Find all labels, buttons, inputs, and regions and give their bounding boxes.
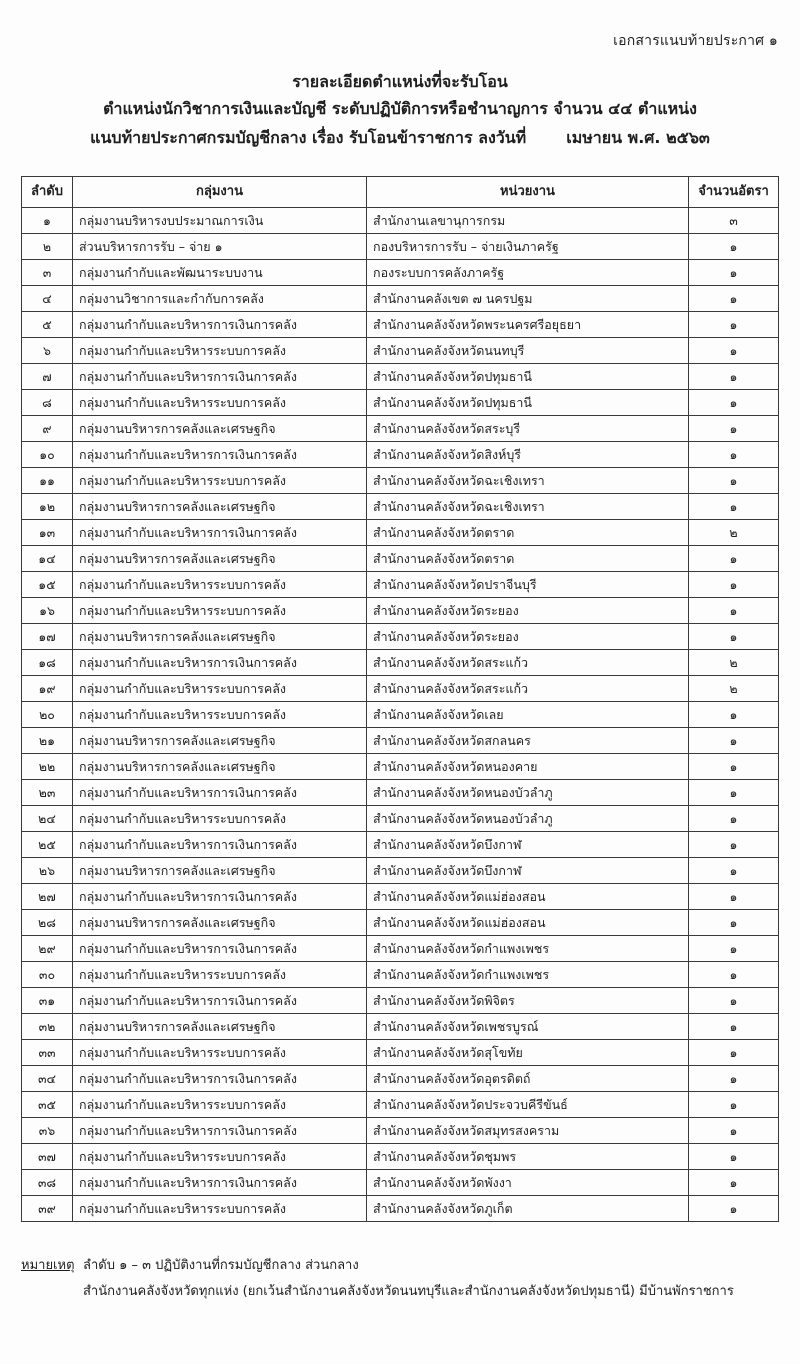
cell-unit: สำนักงานคลังจังหวัดแม่ฮ่องสอน xyxy=(367,910,689,936)
cell-no: ๗ xyxy=(22,364,73,390)
cell-count: ๑ xyxy=(689,1196,779,1222)
cell-unit: สำนักงานคลังจังหวัดนนทบุรี xyxy=(367,338,689,364)
cell-unit: สำนักงานคลังเขต ๗ นครปฐม xyxy=(367,286,689,312)
cell-unit: สำนักงานคลังจังหวัดสระบุรี xyxy=(367,416,689,442)
cell-unit: สำนักงานคลังจังหวัดพิจิตร xyxy=(367,988,689,1014)
table-header-row xyxy=(22,177,779,208)
cell-unit: สำนักงานคลังจังหวัดสุโขทัย xyxy=(367,1040,689,1066)
cell-no: ๑๗ xyxy=(22,624,73,650)
table-row xyxy=(22,728,779,754)
table-row xyxy=(22,442,779,468)
cell-unit: สำนักงานคลังจังหวัดระยอง xyxy=(367,598,689,624)
cell-count: ๒ xyxy=(689,520,779,546)
footnote-text-1: ลำดับ ๑ – ๓ ปฏิบัติงานที่กรมบัญชีกลาง ส่วนกลาง xyxy=(83,1258,359,1273)
table-row xyxy=(22,936,779,962)
cell-count: ๑ xyxy=(689,572,779,598)
announcement-date: เมษายน พ.ศ. ๒๕๖๓ xyxy=(566,128,710,147)
cell-group: กลุ่มงานบริหารการคลังและเศรษฐกิจ xyxy=(73,754,367,780)
cell-group: กลุ่มงานบริหารการคลังและเศรษฐกิจ xyxy=(73,1014,367,1040)
cell-count: ๑ xyxy=(689,364,779,390)
header-group: กลุ่มงาน xyxy=(73,177,367,208)
cell-no: ๑๔ xyxy=(22,546,73,572)
cell-unit: สำนักงานคลังจังหวัดสกลนคร xyxy=(367,728,689,754)
table-row xyxy=(22,598,779,624)
table-row xyxy=(22,286,779,312)
cell-group: กลุ่มงานกำกับและบริหารการเงินการคลัง xyxy=(73,650,367,676)
cell-no: ๔ xyxy=(22,286,73,312)
document-reference: เอกสารแนบท้ายประกาศ ๑ xyxy=(613,33,778,49)
table-row xyxy=(22,520,779,546)
cell-count: ๑ xyxy=(689,1118,779,1144)
cell-count: ๑ xyxy=(689,338,779,364)
cell-count: ๑ xyxy=(689,1014,779,1040)
cell-group: กลุ่มงานกำกับและบริหารการเงินการคลัง xyxy=(73,1066,367,1092)
table-row xyxy=(22,1014,779,1040)
cell-unit: สำนักงานคลังจังหวัดแม่ฮ่องสอน xyxy=(367,884,689,910)
cell-count: ๑ xyxy=(689,728,779,754)
cell-group: กลุ่มงานกำกับและบริหารระบบการคลัง xyxy=(73,468,367,494)
cell-group: กลุ่มงานกำกับและบริหารการเงินการคลัง xyxy=(73,988,367,1014)
cell-count: ๑ xyxy=(689,598,779,624)
cell-unit: สำนักงานคลังจังหวัดสระแก้ว xyxy=(367,650,689,676)
table-row xyxy=(22,650,779,676)
cell-group: กลุ่มงานกำกับและบริหารการเงินการคลัง xyxy=(73,936,367,962)
cell-group: กลุ่มงานกำกับและบริหารการเงินการคลัง xyxy=(73,364,367,390)
cell-unit: สำนักงานคลังจังหวัดสิงห์บุรี xyxy=(367,442,689,468)
cell-group: กลุ่มงานกำกับและบริหารการเงินการคลัง xyxy=(73,884,367,910)
cell-unit: สำนักงานคลังจังหวัดปทุมธานี xyxy=(367,364,689,390)
cell-unit: สำนักงานคลังจังหวัดพระนครศรีอยุธยา xyxy=(367,312,689,338)
cell-no: ๑๙ xyxy=(22,676,73,702)
cell-group: กลุ่มงานกำกับและบริหารการเงินการคลัง xyxy=(73,520,367,546)
cell-group: กลุ่มงานกำกับและบริหารระบบการคลัง xyxy=(73,1092,367,1118)
cell-unit: กองบริหารการรับ – จ่ายเงินภาครัฐ xyxy=(367,234,689,260)
cell-group: กลุ่มงานกำกับและบริหารการเงินการคลัง xyxy=(73,832,367,858)
cell-group: กลุ่มงานกำกับและบริหารการเงินการคลัง xyxy=(73,442,367,468)
cell-count: ๑ xyxy=(689,546,779,572)
cell-group: กลุ่มงานกำกับและบริหารระบบการคลัง xyxy=(73,390,367,416)
cell-count: ๑ xyxy=(689,416,779,442)
cell-unit: สำนักงานคลังจังหวัดสระแก้ว xyxy=(367,676,689,702)
cell-no: ๒๖ xyxy=(22,858,73,884)
cell-unit: สำนักงานคลังจังหวัดกำแพงเพชร xyxy=(367,936,689,962)
table-row xyxy=(22,754,779,780)
cell-group: กลุ่มงานกำกับและบริหารการเงินการคลัง xyxy=(73,1118,367,1144)
cell-no: ๓๔ xyxy=(22,1066,73,1092)
cell-count: ๒ xyxy=(689,676,779,702)
cell-count: ๑ xyxy=(689,910,779,936)
cell-group: กลุ่มงานกำกับและบริหารระบบการคลัง xyxy=(73,702,367,728)
table-row xyxy=(22,806,779,832)
cell-count: ๓ xyxy=(689,208,779,234)
table-row xyxy=(22,1040,779,1066)
cell-group: กลุ่มงานกำกับและบริหารระบบการคลัง xyxy=(73,338,367,364)
cell-count: ๑ xyxy=(689,494,779,520)
cell-count: ๑ xyxy=(689,1144,779,1170)
cell-group: ส่วนบริหารการรับ – จ่าย ๑ xyxy=(73,234,367,260)
cell-no: ๓๗ xyxy=(22,1144,73,1170)
table-row xyxy=(22,390,779,416)
cell-group: กลุ่มงานบริหารการคลังและเศรษฐกิจ xyxy=(73,728,367,754)
cell-no: ๑๘ xyxy=(22,650,73,676)
table-row xyxy=(22,702,779,728)
cell-no: ๒๗ xyxy=(22,884,73,910)
cell-no: ๒๕ xyxy=(22,832,73,858)
cell-group: กลุ่มงานกำกับและบริหารการเงินการคลัง xyxy=(73,780,367,806)
table-row xyxy=(22,208,779,234)
table-row xyxy=(22,494,779,520)
cell-no: ๒๑ xyxy=(22,728,73,754)
table-row xyxy=(22,1196,779,1222)
cell-group: กลุ่มงานกำกับและบริหารระบบการคลัง xyxy=(73,806,367,832)
table-row xyxy=(22,1066,779,1092)
table-row xyxy=(22,1170,779,1196)
cell-group: กลุ่มงานกำกับและบริหารระบบการคลัง xyxy=(73,962,367,988)
cell-unit: สำนักงานคลังจังหวัดฉะเชิงเทรา xyxy=(367,494,689,520)
cell-no: ๓๘ xyxy=(22,1170,73,1196)
cell-count: ๑ xyxy=(689,442,779,468)
cell-no: ๑๓ xyxy=(22,520,73,546)
cell-count: ๑ xyxy=(689,234,779,260)
cell-no: ๑๒ xyxy=(22,494,73,520)
cell-count: ๑ xyxy=(689,702,779,728)
cell-no: ๒๘ xyxy=(22,910,73,936)
header-count: จำนวนอัตรา xyxy=(689,177,779,208)
cell-group: กลุ่มงานกำกับและบริหารระบบการคลัง xyxy=(73,598,367,624)
cell-unit: สำนักงานคลังจังหวัดบึงกาฬ xyxy=(367,858,689,884)
cell-count: ๑ xyxy=(689,1040,779,1066)
cell-count: ๑ xyxy=(689,286,779,312)
cell-unit: สำนักงานคลังจังหวัดสมุทรสงคราม xyxy=(367,1118,689,1144)
cell-no: ๒๙ xyxy=(22,936,73,962)
cell-no: ๓๕ xyxy=(22,1092,73,1118)
header-no: ลำดับ xyxy=(22,177,73,208)
cell-no: ๓๑ xyxy=(22,988,73,1014)
table-row xyxy=(22,468,779,494)
table-row xyxy=(22,312,779,338)
cell-no: ๓๙ xyxy=(22,1196,73,1222)
table-row xyxy=(22,416,779,442)
cell-unit: สำนักงานคลังจังหวัดหนองบัวลำภู xyxy=(367,806,689,832)
cell-group: กลุ่มงานบริหารการคลังและเศรษฐกิจ xyxy=(73,910,367,936)
table-row xyxy=(22,364,779,390)
cell-unit: กองระบบการคลังภาครัฐ xyxy=(367,260,689,286)
cell-unit: สำนักงานคลังจังหวัดกำแพงเพชร xyxy=(367,962,689,988)
table-row xyxy=(22,234,779,260)
cell-group: กลุ่มงานบริหารการคลังและเศรษฐกิจ xyxy=(73,416,367,442)
cell-group: กลุ่มงานบริหารงบประมาณการเงิน xyxy=(73,208,367,234)
document-subtitle: ตำแหน่งนักวิชาการเงินและบัญชี ระดับปฏิบัติการหรือชำนาญการ จำนวน ๔๔ ตำแหน่ง xyxy=(103,99,697,118)
table-row xyxy=(22,962,779,988)
cell-no: ๑๕ xyxy=(22,572,73,598)
cell-group: กลุ่มงานกำกับและบริหารระบบการคลัง xyxy=(73,1144,367,1170)
cell-unit: สำนักงานคลังจังหวัดตราด xyxy=(367,520,689,546)
cell-unit: สำนักงานคลังจังหวัดหนองบัวลำภู xyxy=(367,780,689,806)
cell-unit: สำนักงานคลังจังหวัดเลย xyxy=(367,702,689,728)
table-row xyxy=(22,572,779,598)
positions-table xyxy=(21,176,779,1222)
cell-count: ๑ xyxy=(689,468,779,494)
cell-unit: สำนักงานคลังจังหวัดปราจีนบุรี xyxy=(367,572,689,598)
cell-no: ๒๔ xyxy=(22,806,73,832)
cell-group: กลุ่มงานบริหารการคลังและเศรษฐกิจ xyxy=(73,494,367,520)
cell-count: ๑ xyxy=(689,1066,779,1092)
cell-no: ๒๒ xyxy=(22,754,73,780)
cell-unit: สำนักงานเลขานุการกรม xyxy=(367,208,689,234)
cell-group: กลุ่มงานกำกับและบริหารการเงินการคลัง xyxy=(73,1170,367,1196)
cell-unit: สำนักงานคลังจังหวัดประจวบคีรีขันธ์ xyxy=(367,1092,689,1118)
footnote-text-2: สำนักงานคลังจังหวัดทุกแห่ง (ยกเว้นสำนักงานคลังจังหวัดนนทบุรีและสำนักงานคลังจังหวัดปทุมธานี) มีบ้านพักราชการ xyxy=(83,1284,734,1299)
cell-count: ๑ xyxy=(689,260,779,286)
cell-no: ๑ xyxy=(22,208,73,234)
cell-no: ๒๓ xyxy=(22,780,73,806)
cell-no: ๖ xyxy=(22,338,73,364)
cell-unit: สำนักงานคลังจังหวัดฉะเชิงเทรา xyxy=(367,468,689,494)
cell-no: ๘ xyxy=(22,390,73,416)
cell-no: ๓๓ xyxy=(22,1040,73,1066)
footnote xyxy=(21,1253,781,1305)
table-body xyxy=(22,208,779,1222)
table-row xyxy=(22,1118,779,1144)
cell-group: กลุ่มงานกำกับและบริหารระบบการคลัง xyxy=(73,572,367,598)
table-row xyxy=(22,624,779,650)
table-row xyxy=(22,676,779,702)
header-unit: หน่วยงาน xyxy=(367,177,689,208)
table-row xyxy=(22,1092,779,1118)
cell-no: ๒๐ xyxy=(22,702,73,728)
cell-count: ๑ xyxy=(689,312,779,338)
table-row xyxy=(22,988,779,1014)
cell-count: ๑ xyxy=(689,754,779,780)
cell-count: ๑ xyxy=(689,962,779,988)
cell-no: ๓ xyxy=(22,260,73,286)
footnote-line-2 xyxy=(21,1279,781,1305)
table-row xyxy=(22,780,779,806)
cell-count: ๑ xyxy=(689,988,779,1014)
cell-count: ๑ xyxy=(689,832,779,858)
cell-group: กลุ่มงานบริหารการคลังและเศรษฐกิจ xyxy=(73,546,367,572)
table-row xyxy=(22,546,779,572)
table-row xyxy=(22,260,779,286)
cell-unit: สำนักงานคลังจังหวัดชุมพร xyxy=(367,1144,689,1170)
footnote-line-1 xyxy=(21,1253,781,1279)
cell-unit: สำนักงานคลังจังหวัดปทุมธานี xyxy=(367,390,689,416)
cell-count: ๑ xyxy=(689,884,779,910)
cell-unit: สำนักงานคลังจังหวัดเพชรบูรณ์ xyxy=(367,1014,689,1040)
table-row xyxy=(22,884,779,910)
cell-no: ๑๖ xyxy=(22,598,73,624)
cell-unit: สำนักงานคลังจังหวัดอุตรดิตถ์ xyxy=(367,1066,689,1092)
cell-count: ๑ xyxy=(689,1170,779,1196)
cell-count: ๑ xyxy=(689,806,779,832)
cell-count: ๑ xyxy=(689,390,779,416)
table-row xyxy=(22,1144,779,1170)
cell-no: ๙ xyxy=(22,416,73,442)
cell-group: กลุ่มงานกำกับและพัฒนาระบบงาน xyxy=(73,260,367,286)
cell-no: ๓๐ xyxy=(22,962,73,988)
table-row xyxy=(22,858,779,884)
cell-no: ๕ xyxy=(22,312,73,338)
cell-group: กลุ่มงานกำกับและบริหารระบบการคลัง xyxy=(73,1040,367,1066)
table-row xyxy=(22,338,779,364)
announcement-text: แนบท้ายประกาศกรมบัญชีกลาง เรื่อง รับโอนข้าราชการ ลงวันที่ xyxy=(90,128,527,147)
document-title: รายละเอียดตำแหน่งที่จะรับโอน xyxy=(292,72,508,91)
footnote-label: หมายเหตุ xyxy=(21,1258,75,1273)
table-row xyxy=(22,832,779,858)
cell-count: ๑ xyxy=(689,780,779,806)
cell-count: ๑ xyxy=(689,858,779,884)
cell-group: กลุ่มงานบริหารการคลังและเศรษฐกิจ xyxy=(73,858,367,884)
cell-unit: สำนักงานคลังจังหวัดหนองคาย xyxy=(367,754,689,780)
cell-group: กลุ่มงานกำกับและบริหารการเงินการคลัง xyxy=(73,312,367,338)
cell-unit: สำนักงานคลังจังหวัดบึงกาฬ xyxy=(367,832,689,858)
cell-group: กลุ่มงานวิชาการและกำกับการคลัง xyxy=(73,286,367,312)
table-row xyxy=(22,910,779,936)
cell-count: ๒ xyxy=(689,650,779,676)
cell-no: ๓๖ xyxy=(22,1118,73,1144)
announcement-line xyxy=(0,128,800,148)
cell-no: ๑๑ xyxy=(22,468,73,494)
cell-count: ๑ xyxy=(689,936,779,962)
cell-unit: สำนักงานคลังจังหวัดระยอง xyxy=(367,624,689,650)
cell-no: ๒ xyxy=(22,234,73,260)
cell-no: ๑๐ xyxy=(22,442,73,468)
cell-count: ๑ xyxy=(689,1092,779,1118)
cell-group: กลุ่มงานบริหารการคลังและเศรษฐกิจ xyxy=(73,624,367,650)
cell-unit: สำนักงานคลังจังหวัดพังงา xyxy=(367,1170,689,1196)
cell-count: ๑ xyxy=(689,624,779,650)
cell-unit: สำนักงานคลังจังหวัดตราด xyxy=(367,546,689,572)
cell-unit: สำนักงานคลังจังหวัดภูเก็ต xyxy=(367,1196,689,1222)
cell-no: ๓๒ xyxy=(22,1014,73,1040)
cell-group: กลุ่มงานกำกับและบริหารระบบการคลัง xyxy=(73,1196,367,1222)
cell-group: กลุ่มงานกำกับและบริหารระบบการคลัง xyxy=(73,676,367,702)
